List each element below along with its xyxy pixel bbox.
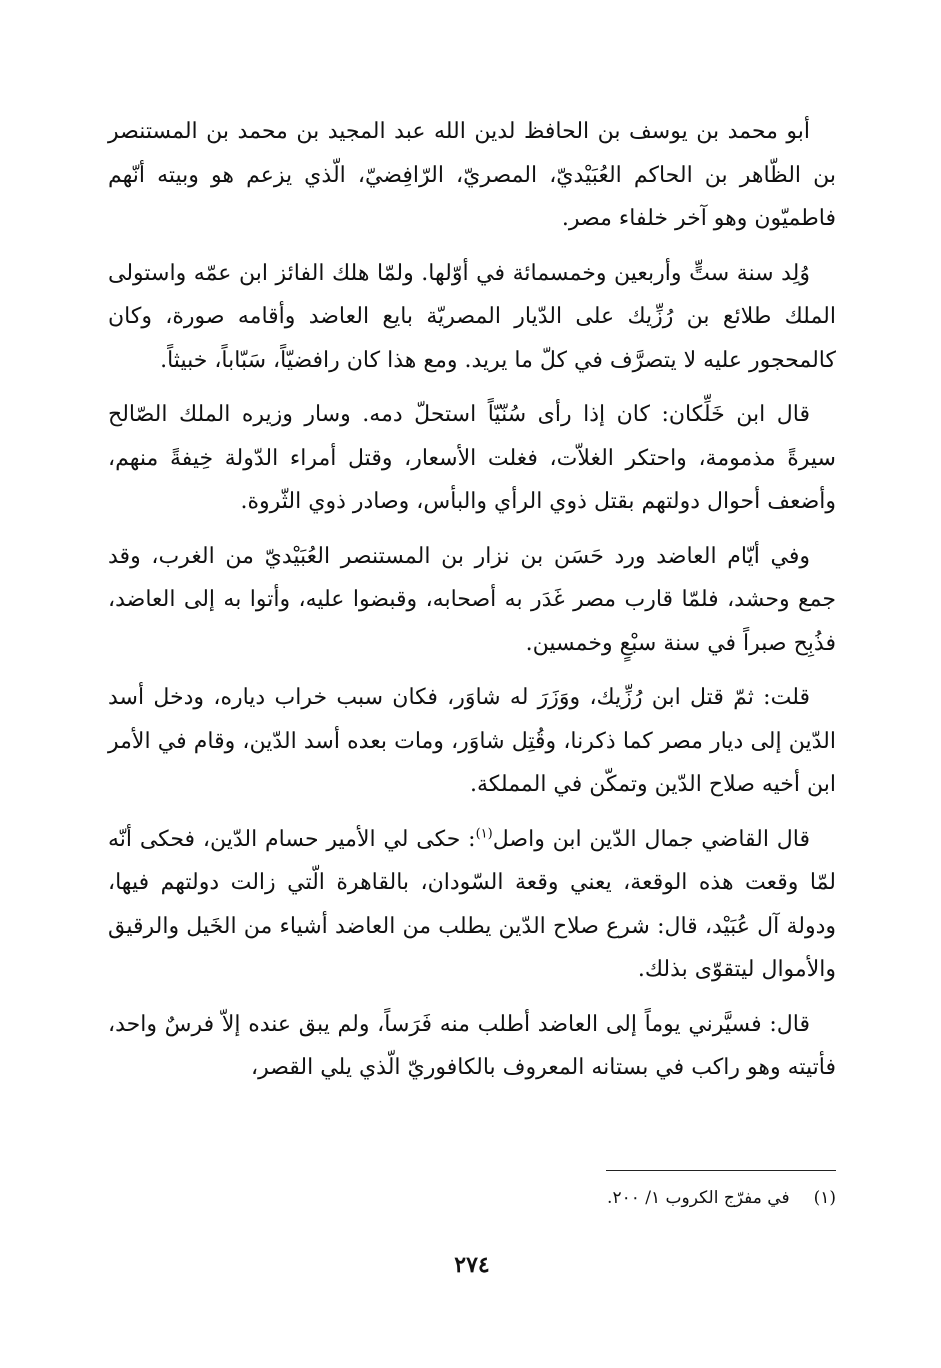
page-number: ٢٧٤ bbox=[454, 1252, 490, 1278]
paragraph-7: قال: فسيَّرني يوماً إلى العاضد أطلب منه فَرَساً، ولم يبق عنده إلاّ فرسٌ واحد، فأتيته وهو راكب في بستانه المعروف بالكافوريّ الّذي يلي القصر، bbox=[108, 1011, 836, 1080]
paragraph-6-start: قال القاضي جمال الدّين ابن واصل bbox=[492, 826, 810, 852]
paragraph-3: قال ابن خَلِّكان: كان إذا رأى سُنّيّاً استحلّ دمه. وسار وزيره الملك الصّالح سيرةً مذمومة، واحتكر الغلاّت، فغلت الأسعار، وقتل أمراء الدّولة خِيفةً منهم، وأضعف أحوال دولتهم بقتل ذوي الرأي والبأس، وصادر ذوي الثّروة. bbox=[108, 402, 836, 514]
paragraph-1: أبو محمد بن يوسف بن الحافظ لدين الله عبد المجيد بن محمد بن المستنصر بن الظّاهر بن الحاكم العُبَيْديّ، المصريّ، الرّافِضيّ، الّذي يزعم هو وبيته أنّهم فاطميّون وهو آخر خلفاء مصر. bbox=[108, 119, 836, 231]
paragraph-6 bbox=[108, 818, 836, 992]
paragraph-2: وُلِد سنة ستٍّ وأربعين وخمسمائة في أوّلها. ولمّا هلك الفائز ابن عمّه واستولى الملك طلائع بن رُزِّيك على الدّيار المصريّة بايع العاضد وأقامه صورة، وكان كالمحجور عليه لا يتصرَّف في كلّ ما يريد. ومع هذا كان رافضيّاً، سَبّاباً، خبيثاً. bbox=[108, 260, 836, 373]
footnote-text: في مفرّج الكروب ١/ ٢٠٠. bbox=[607, 1188, 790, 1208]
footnote-reference-mark[interactable]: (١) bbox=[475, 826, 493, 842]
footnote-separator bbox=[606, 1170, 836, 1171]
paragraph-4: وفي أيّام العاضد ورد حَسَن بن نزار بن المستنصر العُبَيْديّ من الغرب، وقد جمع وحشد، فلمّا قارب مصر غَدَر به أصحابه، وقبضوا عليه، وأتوا به إلى العاضد، فذُبِح صبراً في سنة سبْعٍ وخمسين. bbox=[108, 543, 836, 656]
paragraph-6-rest: : حكى لي الأمير حسام الدّين، فحكى أنّه لمّا وقعت هذه الوقعة، يعني وقعة السّودان، بالقاهرة الّتي زالت دولتهم فيها، ودولة آل عُبَيْد، قال: شرع صلاح الدّين يطلب من العاضد أشياء من الخَيل والرقيق والأموال ليتقوّى بذلك. bbox=[108, 826, 836, 982]
footnote bbox=[108, 1185, 836, 1211]
book-page bbox=[108, 110, 836, 1350]
paragraph-5: قلت: ثمّ قتل ابن رُزِّيك، ووَزَرَ له شاوَر، فكان سبب خراب دياره، ودخل أسد الدّين إلى ديار مصر كما ذكرنا، وقُتِل شاوَر، ومات بعده أسد الدّين، وقام في الأمر ابن أخيه صلاح الدّين وتمكّن في المملكة. bbox=[108, 685, 837, 797]
main-text bbox=[108, 110, 836, 1090]
footnote-number: (١) bbox=[813, 1188, 836, 1208]
